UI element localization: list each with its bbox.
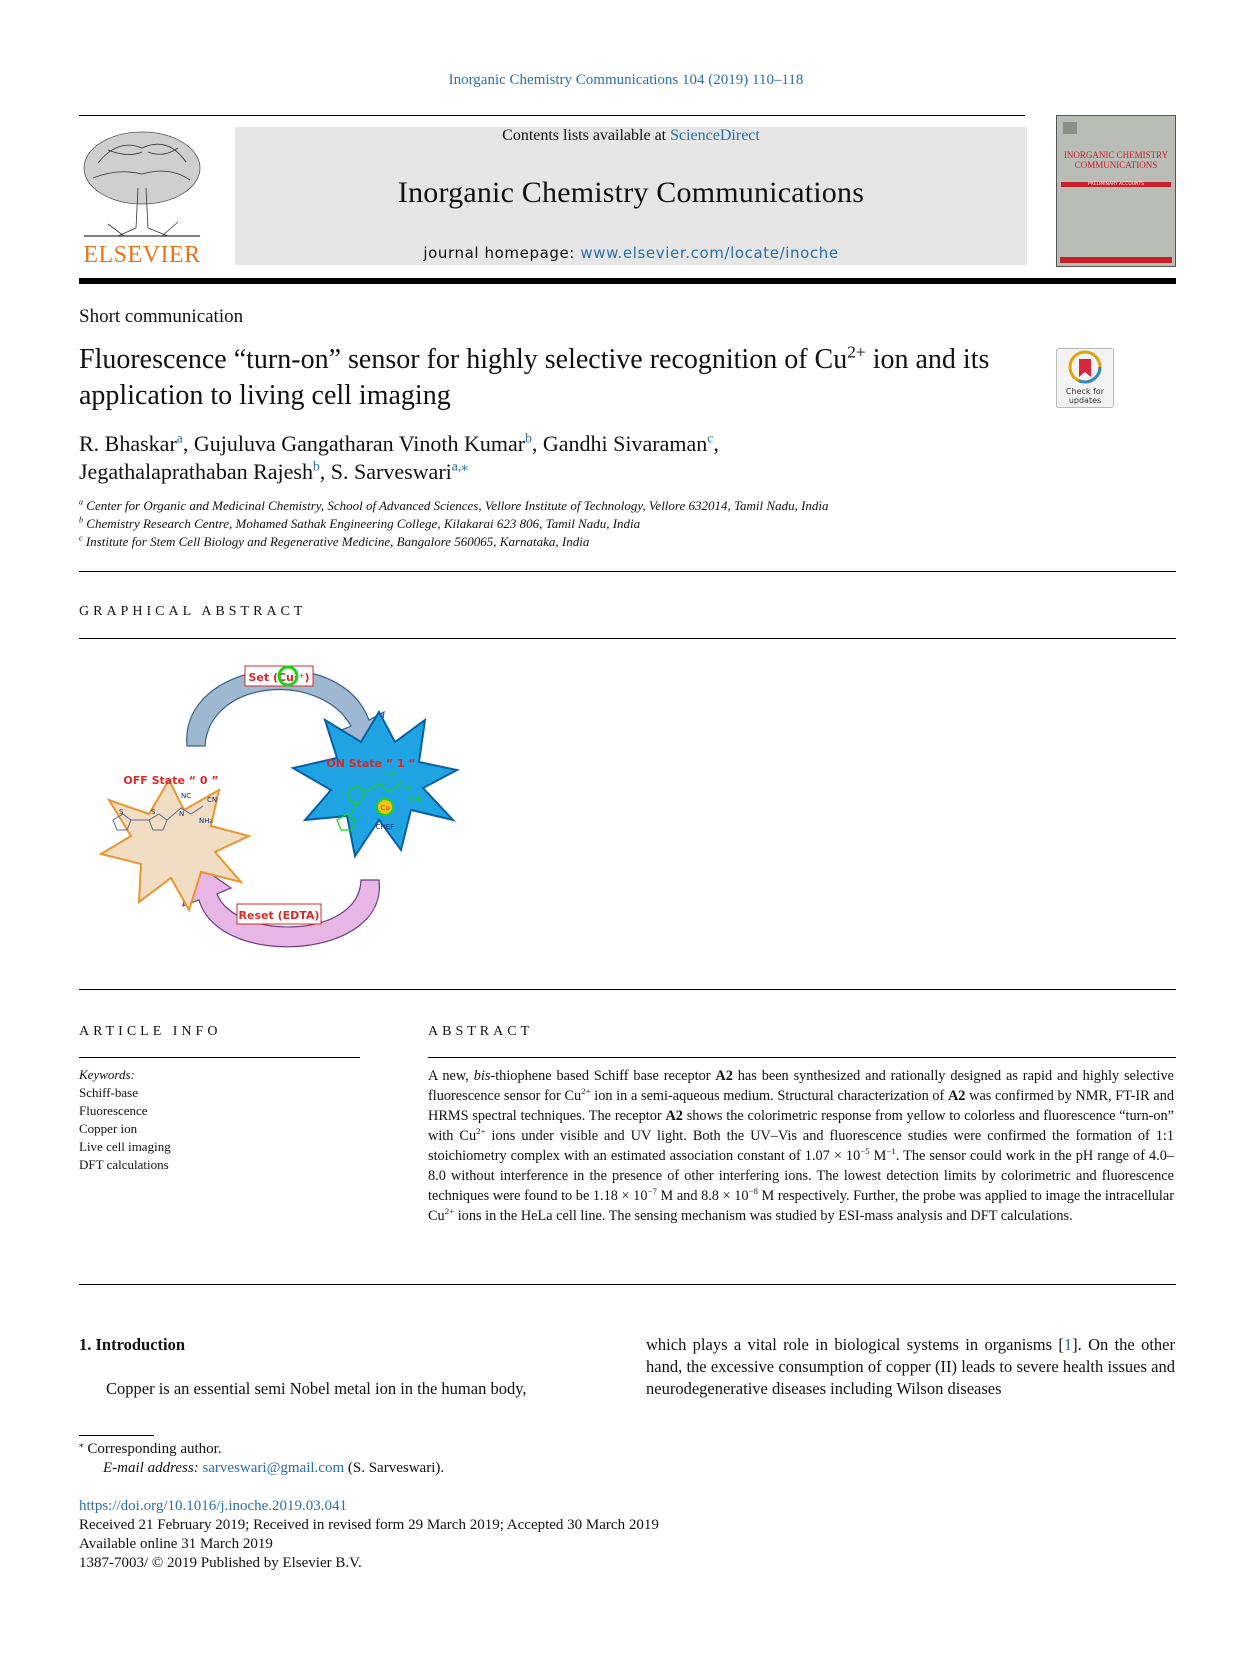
cover-title: INORGANIC CHEMISTRY COMMUNICATIONS (1063, 150, 1169, 170)
journal-reference[interactable]: Inorganic Chemistry Communications 104 (2019) 110–118 (448, 72, 804, 88)
on-chef-label: CHEF (375, 823, 395, 831)
keyword: Copper ion (79, 1121, 138, 1136)
copyright: 1387-7003/ © 2019 Published by Elsevier B.V. (79, 1555, 362, 1571)
keyword: Fluorescence (79, 1103, 148, 1118)
on-state-star (293, 712, 457, 856)
divider (79, 1057, 360, 1058)
affiliations (79, 497, 1079, 551)
journal-title: Inorganic Chemistry Communications (397, 176, 865, 209)
paper-title: Fluorescence “turn-on” sensor for highly selective recognition of $Cu^{2+}$ ion and its application to living cell imaging (79, 342, 990, 411)
doi-link[interactable]: https://doi.org/10.1016/j.inoche.2019.03.041 (79, 1498, 348, 1514)
graphical-abstract-heading: GRAPHICAL ABSTRACT (79, 604, 307, 619)
journal-cover-thumbnail[interactable] (1056, 115, 1176, 267)
abstract-heading: ABSTRACT (428, 1024, 534, 1039)
keywords-label: Keywords: (79, 1067, 135, 1082)
off-nh2-label: NH₂ (199, 817, 213, 825)
affiliation-mark[interactable]: a,⁎ (451, 458, 469, 474)
on-state-label: ON State “ 1 “ (326, 757, 416, 770)
cover-logo-icon (1063, 122, 1077, 134)
affiliation-mark[interactable]: b (525, 430, 532, 446)
publication-info (79, 1497, 659, 1573)
divider (79, 638, 1176, 639)
keyword: DFT calculations (79, 1157, 169, 1172)
affiliation-item: $^b$ Chemistry Research Centre, Mohamed Sathak Engineering College, Kilakarai 623 806, Tamil Nadu, India (79, 515, 641, 531)
contents-prefix: Contents lists available at (502, 127, 671, 144)
set-label: Set (Cu²⁺) (248, 671, 310, 684)
off-nc-label: NC (181, 792, 192, 800)
keyword: Schiff-base (79, 1085, 138, 1100)
homepage-prefix: journal homepage: (423, 244, 581, 262)
author: Jegathalaprathaban Rajesh (79, 459, 313, 484)
check-for-updates-badge[interactable] (1056, 348, 1114, 408)
author: R. Bhaskar (79, 431, 177, 456)
contents-line (235, 127, 1027, 145)
divider (79, 571, 1176, 572)
corresponding-author-footnote: ⁎ Corresponding author. E-mail address: sarveswari@gmail.com (S. Sarveswari). (79, 1440, 445, 1476)
header-top-rule (79, 115, 1025, 116)
cover-bottom-bar (1060, 257, 1172, 263)
graphical-abstract-figure (79, 650, 489, 956)
keywords-block (79, 1066, 171, 1174)
on-nh2-label: NH₂ (409, 795, 423, 803)
affiliation-item: $^a$ Center for Organic and Medicinal Chemistry, School of Advanced Sciences, Vellore Institute of Technology, Vellore 632014, Tamil Nadu, India (79, 497, 829, 513)
reference-link[interactable]: 1 (1063, 1335, 1073, 1354)
introduction-right-column: which plays a vital role in biological systems in organisms [1]. On the other hand, the excessive consumption of copper (II) leads to severe health issues and neurodegenerative diseases including Wilson diseases (646, 1335, 1175, 1398)
elsevier-wordmark: ELSEVIER (83, 242, 201, 268)
introduction-heading: 1. Introduction (79, 1335, 186, 1354)
cover-subtitle: PRELIMINARY ACCOUNTS (1061, 182, 1171, 187)
available-online: Available online 31 March 2019 (79, 1536, 273, 1552)
off-state-label: OFF State “ 0 ” (123, 774, 219, 787)
check-for-updates-label: Check for updates (1065, 387, 1105, 405)
header-bottom-rule (79, 278, 1176, 284)
author-list: R. Bhaskar$^a$, Gujuluva Gangatharan Vinoth Kumar$^b$, Gandhi Sivaraman$^c$, Jegathalaprathaban Rajesh$^b$, S. Sarveswari$^{a,⁎}$ (79, 430, 719, 484)
divider (79, 1284, 1176, 1285)
article-info-heading: ARTICLE INFO (79, 1024, 222, 1039)
off-n-label: N (179, 810, 185, 818)
section-type: Short communication (79, 306, 244, 327)
off-cn-label: CN (207, 796, 218, 804)
keyword: Live cell imaging (79, 1139, 171, 1154)
journal-homepage (235, 244, 1027, 262)
divider (79, 989, 1176, 990)
author: Gandhi Sivaraman (542, 431, 708, 456)
divider (428, 1057, 1176, 1058)
author: Gujuluva Gangatharan Vinoth Kumar (193, 431, 526, 456)
affiliation-mark[interactable]: b (312, 458, 320, 474)
on-cu-label: Cu (380, 804, 390, 812)
author-email-link[interactable]: sarveswari@gmail.com (202, 1460, 345, 1476)
footnote-rule (79, 1435, 154, 1436)
reset-label: Reset (EDTA) (238, 909, 320, 922)
affiliation-mark[interactable]: c (707, 430, 714, 446)
affiliation-mark[interactable]: a (176, 430, 183, 446)
on-cn2-label: CN (401, 784, 412, 792)
affiliation-item: $^c$ Institute for Stem Cell Biology and Regenerative Medicine, Bangalore 560065, Karnataka, India (79, 533, 590, 549)
sciencedirect-link[interactable]: ScienceDirect (670, 127, 760, 144)
off-s1-label: S (119, 808, 124, 816)
introduction-left-column: Copper is an essential semi Nobel metal ion in the human body, (106, 1379, 527, 1398)
off-s2-label: S (151, 808, 156, 816)
on-cn-label: CN (385, 770, 396, 778)
received-dates: Received 21 February 2019; Received in revised form 29 March 2019; Accepted 30 March 2019 (79, 1517, 659, 1533)
off-state-star (101, 780, 249, 910)
homepage-link[interactable]: www.elsevier.com/locate/inoche (580, 244, 839, 262)
abstract-body: A new, bis-thiophene based Schiff base receptor A2 has been synthesized and rationally designed as rapid and highly selective fluorescence sensor for $Cu^{2+}$ ion in a semi-aqueous medium. Structural characterization of A2 was confirmed by NMR, FT-IR and HRMS spectral techniques. The receptor A2 shows the colorimetric response from yellow to colorless and fluorescence “turn-on” with $Cu^{2+}$ ions under visible and UV light. Both the UV–Vis and fluorescence studies were confirmed the formation of 1:1 stoichiometry complex with an estimated association constant of $1.07 \times 10^{-5}$ $M^{-1}$. The sensor could work in the pH range of 4.0–8.0 without interference in the presence of other interfering ions. The lowest detection limits by colorimetric and fluorescence techniques were found to be $1.18 \times 10^{-7}$ M and $8.8 \times 10^{-8}$ M respectively. Further, the probe was applied to image the intracellular $Cu^{2+}$ ions in the HeLa cell line. The sensing mechanism was studied by ESI-mass analysis and DFT calculations. (428, 1068, 1175, 1224)
bookmark-icon (1057, 349, 1113, 387)
author: S. Sarveswari (330, 459, 452, 484)
